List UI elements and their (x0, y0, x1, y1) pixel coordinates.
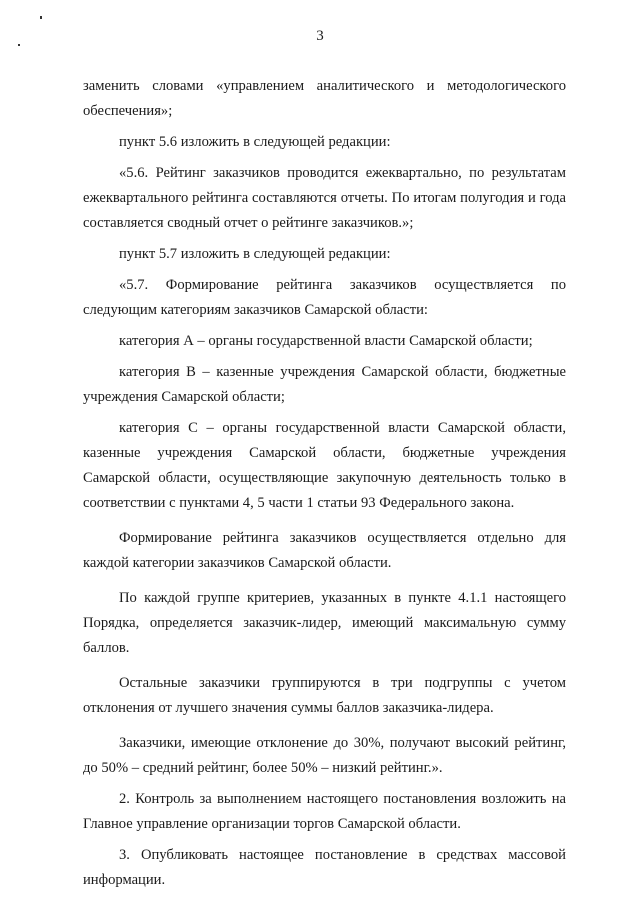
paragraph-control: 2. Контроль за выполнением настоящего постановления возложить на Главное управление организации торгов Самарской области. (83, 791, 566, 832)
paragraph-rating-levels: Заказчики, имеющие отклонение до 30%, получают высокий рейтинг, до 50% – средний рейтинг, более 50% – низкий рейтинг.». (83, 735, 566, 776)
paragraph-leader: По каждой группе критериев, указанных в пункте 4.1.1 настоящего Порядка, определяется заказчик-лидер, имеющий максимальную сумму баллов. (83, 590, 566, 656)
document-body (83, 74, 566, 893)
paragraph-replace-words: заменить словами «управлением аналитического и методологического обеспечения»; (83, 78, 566, 119)
paragraph-category-a: категория А – органы государственной власти Самарской области; (119, 333, 533, 349)
paragraph-item-5-6-intro: пункт 5.6 изложить в следующей редакции: (119, 134, 391, 150)
paragraph-item-5-7-text: «5.7. Формирование рейтинга заказчиков осуществляется по следующим категориям заказчиков Самарской области: (83, 277, 566, 318)
scan-mark-top (40, 16, 42, 19)
paragraph-item-5-6-text: «5.6. Рейтинг заказчиков проводится ежеквартально, по результатам ежеквартального рейтинга составляются отчеты. По итогам полугодия и года составляется сводный отчет о рейтинге заказчиков.»; (83, 165, 566, 231)
paragraph-publish: 3. Опубликовать настоящее постановление в средствах массовой информации. (83, 847, 566, 888)
page-number: 3 (316, 28, 324, 44)
paragraph-subgroups: Остальные заказчики группируются в три подгруппы с учетом отклонения от лучшего значения суммы баллов заказчика-лидера. (83, 675, 566, 716)
paragraph-category-c: категория С – органы государственной власти Самарской области, казенные учреждения Самарской области, бюджетные учреждения Самарской области, осуществляющие закупочную деятельность только в соответствии с пунктами 4, 5 части 1 статьи 93 Федерального закона. (83, 420, 566, 511)
paragraph-separate-rating: Формирование рейтинга заказчиков осуществляется отдельно для каждой категории заказчиков Самарской области. (83, 530, 566, 571)
paragraph-category-b: категория В – казенные учреждения Самарской области, бюджетные учреждения Самарской области; (83, 364, 566, 405)
paragraph-item-5-7-intro: пункт 5.7 изложить в следующей редакции: (119, 246, 391, 262)
